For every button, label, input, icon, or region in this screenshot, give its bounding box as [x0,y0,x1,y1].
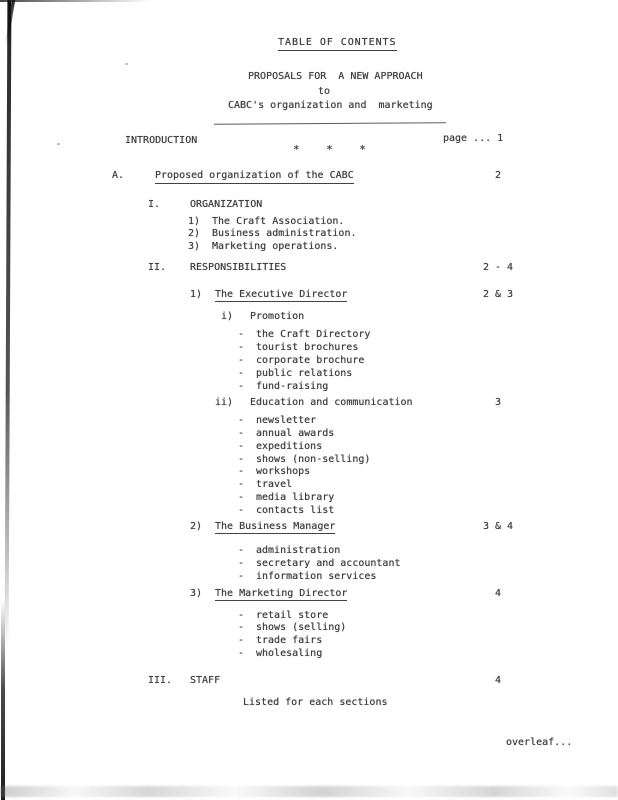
toc-entry-prefix: ii) [214,397,233,409]
toc-entry [0,329,618,342]
toc-entry [0,505,618,518]
toc-entry-text: expeditions [256,440,323,452]
toc-entry-prefix: - [238,647,245,659]
toc-entry-prefix: - [238,415,245,427]
toc-entry-prefix: - [238,609,245,621]
toc-entry-text: Proposed organization of the CABC [155,170,354,184]
toc-entry [0,492,618,505]
stars-separator: * * * [293,143,366,156]
toc-entry-prefix: - [238,635,245,647]
toc-entry-text: tourist brochures [256,342,359,354]
toc-entry-text: retail store [256,609,329,621]
toc-entry [0,311,618,324]
toc-entry-text: annual awards [256,427,335,439]
toc-entry [0,466,618,479]
toc-entry-prefix: III. [148,674,173,686]
toc-entry-text: Education and communication [250,397,413,409]
toc-entry-text: the Craft Directory [256,329,371,341]
toc-entry-prefix: - [238,380,245,392]
scan-speck [57,143,60,145]
subtitle-line-2: to [318,86,331,97]
toc-entry-prefix: 3) [188,241,201,253]
toc-entry [0,342,618,355]
toc-entry-prefix: - [238,491,245,503]
introduction-page-ref: page ... 1 [443,133,504,144]
toc-entry-prefix: - [238,504,245,516]
scan-edge-top [0,0,150,2]
toc-entry [0,479,618,492]
toc-entry-text: secretary and accountant [256,558,401,570]
toc-entry [0,588,618,601]
toc-entry-prefix: 3) [190,587,203,599]
toc-entry-prefix: II. [148,261,167,273]
page-title: TABLE OF CONTENTS [278,37,397,48]
toc-entry-text: corporate brochure [256,354,365,366]
toc-entry-prefix: - [238,329,245,341]
toc-entry [0,415,618,428]
toc-entry-text: trade fairs [256,635,323,647]
scan-smudge-bottom [0,786,618,797]
toc-entry-prefix: - [238,367,245,379]
toc-entry-prefix: A. [112,170,125,181]
toc-entry [0,675,618,688]
toc-entry-text: The Craft Association. [212,215,345,227]
toc-entry-text: STAFF [190,674,221,686]
toc-entry [0,241,618,254]
toc-entry-text: Business administration. [212,228,357,240]
toc-entry-page-ref: 3 [494,397,502,409]
toc-entry-text: contacts list [256,504,335,516]
scan-speck [125,63,128,65]
toc-entry-text: fund-raising [256,380,329,392]
toc-entry-text: public relations [256,367,353,379]
toc-entry [0,521,618,534]
toc-entry-prefix: - [238,354,245,366]
toc-entry-text: shows (selling) [256,622,347,634]
toc-list [0,170,618,709]
toc-entry-text: administration [256,545,341,557]
toc-entry-text: Listed for each sections [243,696,388,708]
toc-entry-prefix: - [238,545,245,557]
toc-entry [0,228,618,241]
toc-entry-prefix: 1) [188,215,201,227]
subtitle-underline [214,122,446,125]
toc-entry-prefix: - [238,453,245,465]
toc-entry-text: newsletter [256,415,317,427]
toc-entry-prefix: 2) [188,228,201,240]
toc-entry [0,697,618,710]
toc-entry-text: RESPONSIBILITIES [190,261,287,273]
toc-entry-text: information services [256,570,377,582]
toc-entry [0,289,618,302]
toc-entry-prefix: - [238,479,245,491]
toc-entry-text: Marketing operations. [212,241,339,253]
toc-entry [0,441,618,454]
toc-entry [0,648,618,661]
toc-entry [0,199,618,212]
toc-entry [0,635,618,648]
toc-entry [0,545,618,558]
toc-entry [0,170,618,183]
toc-entry-text: The Business Manager [215,521,335,535]
toc-entry [0,428,618,441]
toc-entry [0,397,618,410]
toc-entry-page-ref: 2 & 3 [482,288,514,300]
subtitle-line-1: PROPOSALS FOR A NEW APPROACH [248,71,423,82]
toc-entry [0,368,618,381]
toc-entry [0,558,618,571]
toc-entry-text: Promotion [250,310,305,322]
toc-entry-text: The Marketing Director [215,588,347,602]
toc-entry-page-ref: 4 [494,587,502,599]
introduction-label: INTRODUCTION [125,135,198,146]
toc-entry-text: media library [256,491,335,503]
toc-entry [0,571,618,584]
toc-entry [0,454,618,467]
toc-entry-prefix: - [238,570,245,582]
toc-entry [0,610,618,623]
toc-entry-text: workshops [256,466,311,478]
toc-entry-text: ORGANIZATION [190,198,263,210]
toc-entry-prefix: - [238,558,245,570]
toc-entry [0,355,618,368]
toc-entry [0,622,618,635]
toc-entry-text: The Executive Director [215,289,347,303]
toc-entry-text: wholesaling [256,647,323,659]
toc-entry-prefix: 2) [190,520,203,532]
toc-entry-text: shows (non-selling) [256,453,371,465]
toc-entry-prefix: 1) [190,288,203,300]
toc-entry-page-ref: 2 [494,170,502,181]
toc-entry-prefix: - [238,466,245,478]
toc-entry-page-ref: 4 [494,674,502,686]
overleaf-note: overleaf... [506,737,573,748]
toc-entry [0,381,618,394]
toc-entry-page-ref: 3 & 4 [482,520,514,532]
toc-entry-prefix: - [238,622,245,634]
toc-entry-prefix: i) [220,310,233,322]
subtitle-line-3: CABC's organization and marketing [228,100,433,111]
toc-entry-prefix: - [238,427,245,439]
toc-entry [0,216,618,229]
toc-entry [0,262,618,275]
toc-entry-prefix: - [238,440,245,452]
toc-entry-prefix: I. [148,198,161,210]
toc-entry-prefix: - [238,342,245,354]
toc-entry-text: travel [256,479,293,491]
toc-entry-page-ref: 2 - 4 [482,261,514,273]
